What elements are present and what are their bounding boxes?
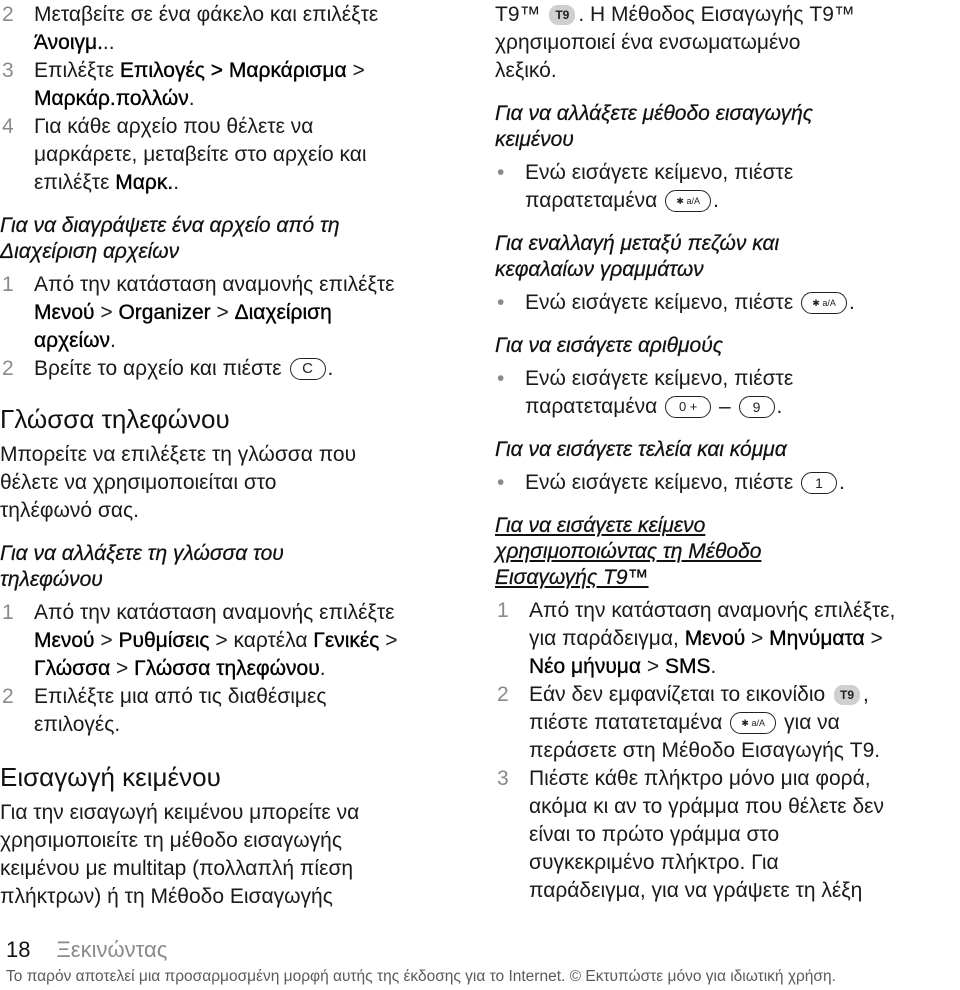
change-language-step-1 <box>0 599 470 683</box>
bullet: • <box>497 367 505 390</box>
change-method-heading: Για να αλλάξετε μέθοδο εισαγωγής κειμένου <box>495 102 814 151</box>
t9-step-1 <box>495 597 955 681</box>
step-text: Μεταβείτε σε ένα φάκελο και επιλέξτε Άνοιγμ... <box>34 3 379 54</box>
step-text: Επιλέξτε μια από τις διαθέσιμες επιλογές. <box>34 685 327 736</box>
bullet: • <box>497 161 505 184</box>
step-number: 1 <box>2 273 14 296</box>
t9-input-heading: Για να εισάγετε κείμενο χρησιμοποιώντας τη Μέθοδο Εισαγωγής T9™ <box>495 514 762 589</box>
c-key-icon: C <box>290 358 326 380</box>
step-text: Βρείτε το αρχείο και πιέστε C . <box>34 357 334 380</box>
star-key-icon: ✱ a/A <box>801 292 847 314</box>
step-number: 2 <box>497 683 509 706</box>
step-text: Από την κατάσταση αναμονής επιλέξτε, για παράδειγμα, Μενού > Μηνύματα > Νέο μήνυμα > SMS. <box>529 599 896 678</box>
step-text: Από την κατάσταση αναμονής επιλέξτε Μενού > Organizer > Διαχείριση αρχείων. <box>34 273 395 352</box>
step-text: Από την κατάσταση αναμονής επιλέξτε Μενού > Ρυθμίσεις > καρτέλα Γενικές > Γλώσσα > Γλώσσα τηλεφώνου. <box>34 601 398 680</box>
switch-case-heading: Για εναλλαγή μεταξύ πεζών και κεφαλαίων γραμμάτων <box>495 232 780 281</box>
punctuation-bullet: • Ενώ εισάγετε κείμενο, πιέστε 1 . <box>495 469 955 497</box>
bullet: • <box>497 471 505 494</box>
step-number: 4 <box>2 115 14 138</box>
step-text: Επιλέξτε Επιλογές > Μαρκάρισμα > Μαρκάρ.πολλών. <box>34 59 365 110</box>
star-key-icon: ✱ a/A <box>730 712 776 734</box>
switch-case-bullet: • Ενώ εισάγετε κείμενο, πιέστε ✱ a/A . <box>495 289 955 317</box>
t9-step-3 <box>495 765 955 905</box>
step-number: 1 <box>2 601 14 624</box>
step-number: 3 <box>497 767 509 790</box>
step-2-open <box>0 1 470 57</box>
star-key-icon: ✱ a/A <box>665 190 711 212</box>
t9-step-2 <box>495 681 955 765</box>
t9-intro-paragraph: T9™ T9 . Η Μέθοδος Εισαγωγής T9™ χρησιμοποιεί ένα ενσωματωμένο λεξικό. <box>495 3 855 82</box>
delete-file-heading: Για να διαγράψετε ένα αρχείο από τη Διαχείριση αρχείων <box>0 214 340 263</box>
text-input-title: Εισαγωγή κειμένου <box>0 762 221 792</box>
step-4-mark <box>0 113 470 197</box>
page-footer <box>6 936 167 964</box>
step-3-options <box>0 57 470 113</box>
step-number: 3 <box>2 59 14 82</box>
bullet: • <box>497 291 505 314</box>
t9-icon: T9 <box>834 685 860 705</box>
left-column <box>0 0 470 911</box>
step-number: 1 <box>497 599 509 622</box>
punctuation-heading: Για να εισάγετε τελεία και κόμμα <box>495 438 787 461</box>
one-key-icon: 1 <box>801 472 837 494</box>
delete-step-2 <box>0 355 470 383</box>
change-language-step-2 <box>0 683 470 739</box>
delete-step-1 <box>0 271 470 355</box>
step-number: 2 <box>2 3 14 26</box>
phone-language-paragraph: Μπορείτε να επιλέξετε τη γλώσσα που θέλετε να χρησιμοποιείται στο τηλέφωνό σας. <box>0 443 357 522</box>
step-text: Πιέστε κάθε πλήκτρο μόνο μια φορά, ακόμα κι αν το γράμμα που θέλετε δεν είναι το πρώτο γράμμα στο συγκεκριμένο πλήκτρο. Για παράδειγμα, για να γράψετε τη λέξη <box>529 767 885 902</box>
numbers-bullet: • Ενώ εισάγετε κείμενο, πιέστε παρατεταμένα 0 + – 9 . <box>495 365 955 421</box>
step-text: Για κάθε αρχείο που θέλετε να μαρκάρετε, μεταβείτε στο αρχείο και επιλέξτε Μαρκ.. <box>34 115 367 194</box>
step-text: Εάν δεν εμφανίζεται το εικονίδιο T9 , πιέστε πατατεταμένα ✱ a/A για να περάσετε στη Μέθοδο Εισαγωγής T9. <box>529 683 881 762</box>
numbers-heading: Για να εισάγετε αριθμούς <box>495 334 723 357</box>
change-method-bullet: • Ενώ εισάγετε κείμενο, πιέστε παρατεταμένα ✱ a/A . <box>495 159 955 215</box>
right-column <box>495 0 955 905</box>
step-number: 2 <box>2 685 14 708</box>
copyright-note: Το παρόν αποτελεί μια προσαρμοσμένη μορφή αυτής της έκδοσης για το Internet. © Εκτυπώστε μόνο για ιδιωτική χρήση. <box>6 968 836 985</box>
text-input-paragraph: Για την εισαγωγή κειμένου μπορείτε να χρησιμοποιείτε τη μέθοδο εισαγωγής κειμένου με multitap (πολλαπλή πίεση πλήκτρων) ή τη Μέθοδο Εισαγωγής <box>0 801 360 908</box>
step-number: 2 <box>2 357 14 380</box>
zero-key-icon: 0 + <box>665 396 711 418</box>
t9-icon: T9 <box>549 5 575 25</box>
phone-language-title: Γλώσσα τηλεφώνου <box>0 404 230 434</box>
section-name: Ξεκινώντας <box>56 937 168 962</box>
nine-key-icon: 9 <box>739 396 775 418</box>
page-number: 18 <box>6 937 31 962</box>
change-language-heading: Για να αλλάξετε τη γλώσσα του τηλεφώνου <box>0 542 284 591</box>
